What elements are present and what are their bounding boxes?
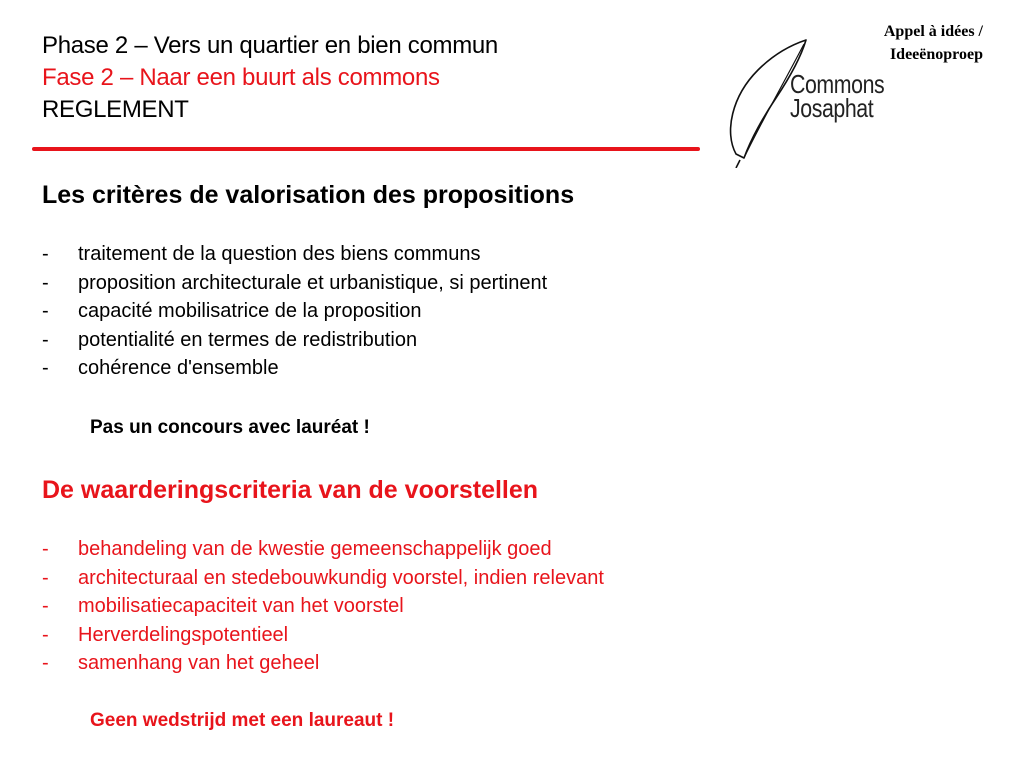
- header-divider: [32, 147, 700, 151]
- list-item: - potentialité en termes de redistribution: [42, 328, 418, 351]
- list-item: - proposition architecturale et urbanistique, si pertinent: [42, 271, 548, 294]
- criteria-list-nl: [42, 535, 604, 678]
- corner-label: [884, 20, 983, 66]
- note-fr: Pas un concours avec lauréat !: [90, 417, 370, 438]
- corner-label-fr: Appel à idées /: [883, 23, 983, 40]
- list-item: - traitement de la question des biens communs: [42, 243, 481, 265]
- logo-wordmark-line2: Josaphat: [790, 93, 874, 123]
- section-title-fr: Les critères de valorisation des propositions: [42, 181, 575, 209]
- slide-header: [42, 30, 498, 126]
- header-title-fr: Phase 2 – Vers un quartier en bien commun: [42, 32, 498, 59]
- header-title-nl: Fase 2 – Naar een buurt als commons: [42, 64, 440, 91]
- list-item: - architecturaal en stedebouwkundig voorstel, indien relevant: [42, 566, 604, 589]
- list-item: - cohérence d'ensemble: [42, 357, 279, 380]
- logo-wordmark: [790, 69, 885, 123]
- list-item: - mobilisatiecapaciteit van het voorstel: [42, 595, 404, 618]
- list-item: - capacité mobilisatrice de la proposition: [42, 300, 422, 323]
- note-nl: Geen wedstrijd met een laureaut !: [90, 710, 395, 731]
- list-item: - behandeling van de kwestie gemeenschappelijk goed: [42, 538, 552, 560]
- list-item: - Herverdelingspotentieel: [42, 623, 289, 646]
- logo-wordmark-line1: Commons: [790, 69, 885, 99]
- section-title-nl: De waarderingscriteria van de voorstellen: [42, 476, 539, 504]
- header-subtitle: REGLEMENT: [42, 96, 189, 123]
- corner-label-nl: Ideeënoproep: [889, 46, 983, 63]
- criteria-list-fr: [42, 240, 547, 383]
- list-item: - samenhang van het geheel: [42, 652, 320, 675]
